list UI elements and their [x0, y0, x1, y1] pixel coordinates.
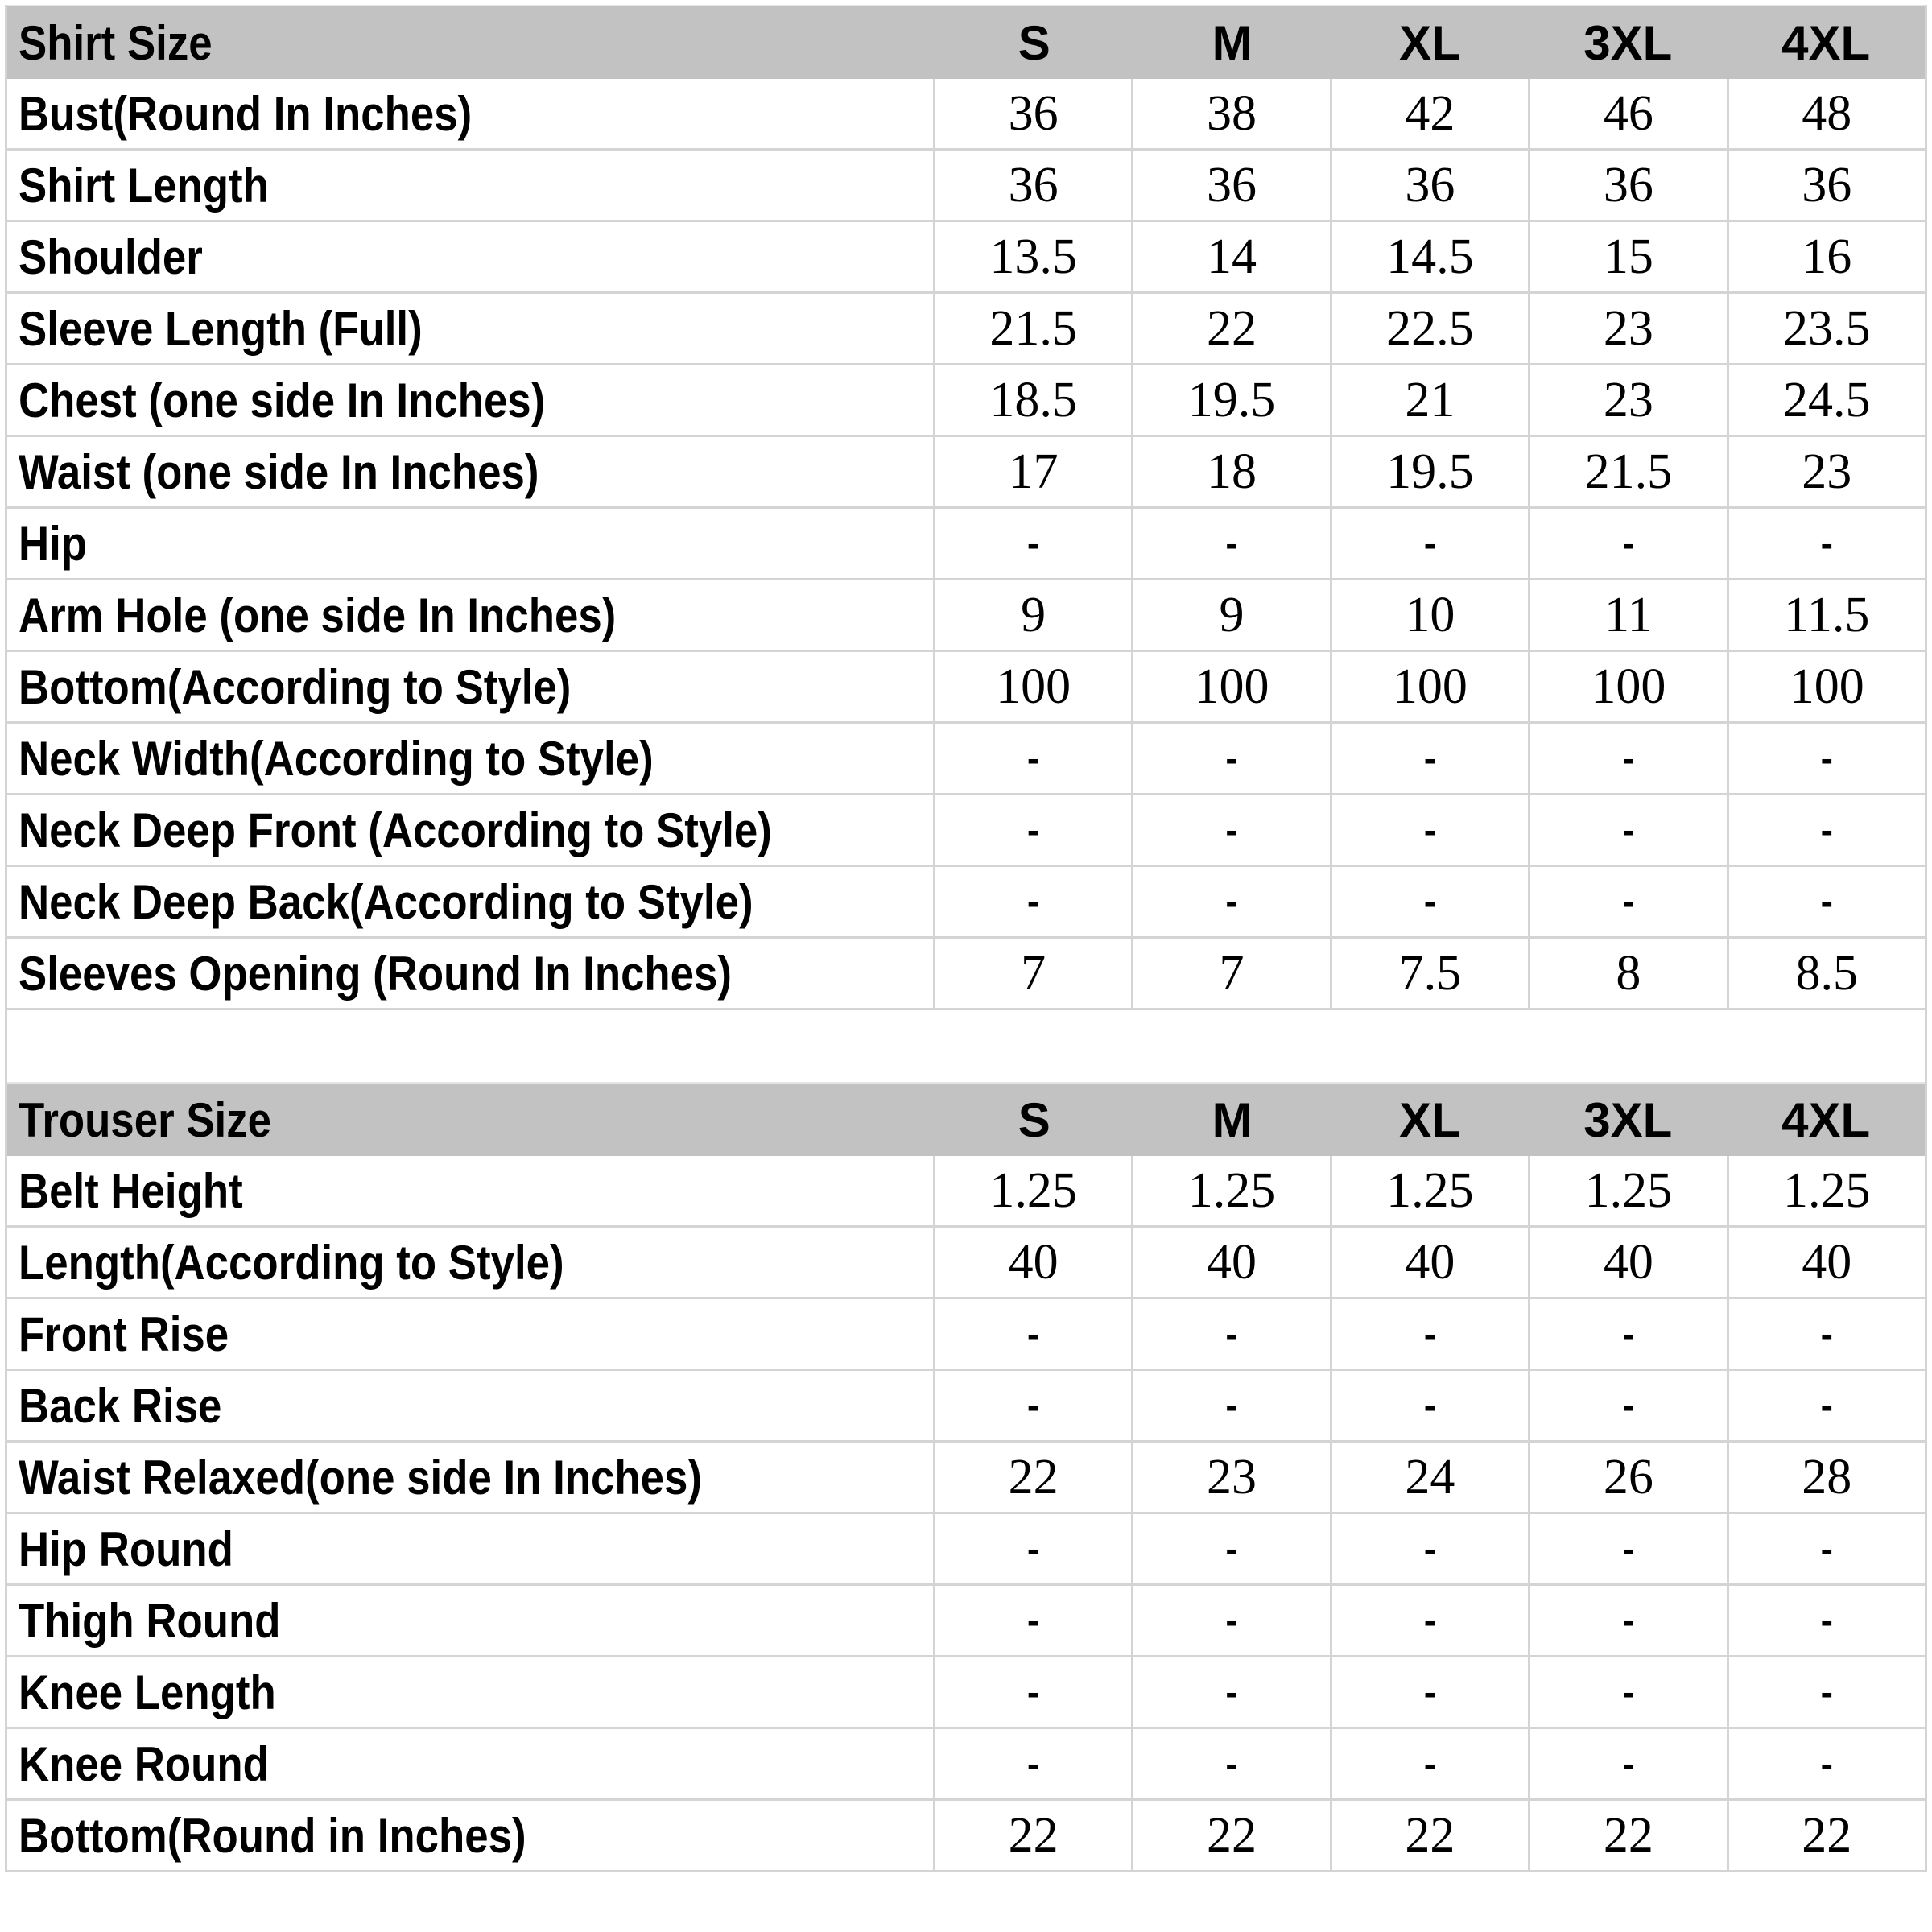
size-value-cell: 18.5 — [935, 365, 1133, 435]
size-value-cell: 22 — [1133, 1801, 1331, 1870]
size-value-cell: 24 — [1332, 1443, 1530, 1512]
size-value-cell: 7.5 — [1332, 939, 1530, 1008]
size-value-cell: 100 — [1530, 652, 1728, 721]
size-value-cell: 36 — [1802, 158, 1852, 213]
table-row — [7, 1657, 1925, 1729]
row-label — [7, 652, 935, 721]
row-label — [7, 1443, 935, 1512]
table-row — [7, 509, 1925, 580]
size-value-cell: 17 — [935, 437, 1133, 506]
row-label — [7, 79, 935, 148]
size-value-cell: 48 — [1802, 86, 1852, 141]
row-label — [7, 724, 935, 793]
table-row — [7, 222, 1925, 294]
size-value-cell: - — [935, 1729, 1133, 1798]
row-label — [7, 294, 935, 363]
size-value-cell: 36 — [935, 151, 1133, 220]
table-row — [7, 365, 1925, 437]
table-row — [7, 1371, 1925, 1443]
size-value-cell: 10 — [1332, 580, 1530, 650]
size-value-cell: 18 — [1133, 437, 1331, 506]
size-value-cell: - — [1530, 509, 1728, 578]
row-label-text: Bottom(Round in Inches) — [19, 1808, 526, 1863]
table-row — [7, 652, 1925, 724]
size-value-cell: 22 — [935, 1443, 1133, 1512]
row-label-text: Length(According to Style) — [19, 1235, 564, 1290]
size-value-cell: - — [1332, 1729, 1530, 1798]
size-value-cell: 11 — [1530, 580, 1728, 650]
row-label — [7, 939, 935, 1008]
size-value-cell: - — [1820, 737, 1833, 779]
row-label-text: Waist (one side In Inches) — [19, 444, 539, 499]
size-value-cell: 23.5 — [1783, 301, 1871, 356]
row-label-text: Knee Round — [19, 1736, 269, 1791]
row-label — [7, 365, 935, 435]
size-value-cell: 23 — [1133, 1443, 1331, 1512]
size-value-cell: - — [1820, 1743, 1833, 1785]
size-value-cell: - — [1133, 724, 1331, 793]
spacer-row — [5, 1010, 1927, 1082]
trouser-table-title-text: Trouser Size — [19, 1092, 271, 1147]
size-value-cell: - — [1133, 1657, 1331, 1727]
size-value-cell: - — [1332, 1514, 1530, 1583]
size-value-cell: 100 — [1789, 659, 1864, 714]
shirt-column-header-3xl: 3XL — [1583, 15, 1673, 70]
table-row — [7, 151, 1925, 222]
size-value-cell: - — [1530, 1657, 1728, 1727]
size-value-cell: 21 — [1332, 365, 1530, 435]
row-label — [7, 151, 935, 220]
size-value-cell: - — [1530, 795, 1728, 865]
size-value-cell: 22 — [935, 1801, 1133, 1870]
size-value-cell: 28 — [1802, 1450, 1852, 1505]
size-value-cell: 23 — [1530, 294, 1728, 363]
size-value-cell: - — [1820, 522, 1833, 564]
size-value-cell: 8.5 — [1795, 946, 1859, 1001]
row-label — [7, 1371, 935, 1440]
size-value-cell: - — [1133, 509, 1331, 578]
size-value-cell: 40 — [1332, 1228, 1530, 1297]
size-value-cell: 15 — [1530, 222, 1728, 291]
size-value-cell: 100 — [935, 652, 1133, 721]
shirt-column-header-xl: XL — [1399, 15, 1461, 70]
size-value-cell: - — [1332, 867, 1530, 936]
table-row — [7, 1514, 1925, 1586]
table-row — [7, 1299, 1925, 1371]
size-value-cell: 21.5 — [935, 294, 1133, 363]
row-label-text: Sleeves Opening (Round In Inches) — [19, 946, 733, 1001]
shirt-table-title-text: Shirt Size — [19, 15, 213, 70]
size-value-cell: 14.5 — [1332, 222, 1530, 291]
size-value-cell: 16 — [1802, 229, 1852, 284]
row-label — [7, 1228, 935, 1297]
size-value-cell: - — [935, 867, 1133, 936]
size-value-cell: 46 — [1530, 79, 1728, 148]
row-label — [7, 1657, 935, 1727]
size-value-cell: 14 — [1133, 222, 1331, 291]
size-value-cell: 38 — [1133, 79, 1331, 148]
size-value-cell: 24.5 — [1783, 373, 1871, 427]
size-value-cell: 36 — [935, 79, 1133, 148]
size-value-cell: - — [1820, 809, 1833, 851]
size-value-cell: 1.25 — [1530, 1156, 1728, 1225]
size-value-cell: 100 — [1133, 652, 1331, 721]
size-value-cell: - — [1820, 1385, 1833, 1426]
size-value-cell: - — [1332, 1299, 1530, 1368]
table-row — [7, 867, 1925, 939]
size-value-cell: 1.25 — [1332, 1156, 1530, 1225]
size-value-cell: 23 — [1530, 365, 1728, 435]
size-value-cell: 22 — [1133, 294, 1331, 363]
row-label-text: Thigh Round — [19, 1593, 281, 1648]
size-value-cell: 19.5 — [1133, 365, 1331, 435]
size-value-cell: 9 — [1133, 580, 1331, 650]
row-label — [7, 222, 935, 291]
size-value-cell: 42 — [1332, 79, 1530, 148]
row-label — [7, 1801, 935, 1870]
row-label-text: Bust(Round In Inches) — [19, 86, 473, 141]
size-value-cell: 40 — [1802, 1235, 1852, 1290]
table-row — [7, 724, 1925, 795]
table-row — [7, 1156, 1925, 1228]
size-value-cell: 23 — [1802, 444, 1852, 499]
table-row — [7, 1729, 1925, 1801]
table-row — [7, 1443, 1925, 1514]
size-value-cell: 21.5 — [1530, 437, 1728, 506]
size-value-cell: 1.25 — [1783, 1163, 1871, 1218]
row-label — [7, 1156, 935, 1225]
trouser-column-header-s: S — [1018, 1092, 1051, 1147]
size-value-cell: 22 — [1802, 1808, 1852, 1863]
size-value-cell: - — [1820, 881, 1833, 923]
shirt-table-body — [7, 79, 1925, 1010]
size-value-cell: - — [1820, 1528, 1833, 1570]
shirt-table-header-row — [7, 5, 1925, 79]
size-value-cell: - — [1530, 724, 1728, 793]
shirt-column-header-s: S — [1018, 15, 1051, 70]
size-value-cell: 100 — [1332, 652, 1530, 721]
size-value-cell: - — [1820, 1313, 1833, 1355]
size-value-cell: - — [935, 724, 1133, 793]
trouser-column-header-3xl: 3XL — [1583, 1092, 1673, 1147]
table-row — [7, 795, 1925, 867]
size-value-cell: 19.5 — [1332, 437, 1530, 506]
row-label — [7, 795, 935, 865]
table-row — [7, 580, 1925, 652]
row-label-text: Chest (one side In Inches) — [19, 373, 546, 427]
size-value-cell: 36 — [1133, 151, 1331, 220]
trouser-column-header-4xl: 4XL — [1781, 1092, 1871, 1147]
size-value-cell: - — [1133, 795, 1331, 865]
trouser-table-body — [7, 1156, 1925, 1872]
size-value-cell: - — [1133, 1586, 1331, 1655]
size-value-cell: - — [1820, 1671, 1833, 1713]
size-value-cell: - — [935, 1371, 1133, 1440]
size-value-cell: 40 — [935, 1228, 1133, 1297]
row-label-text: Neck Width(According to Style) — [19, 731, 654, 786]
trouser-table-title — [7, 1084, 935, 1156]
table-row — [7, 1586, 1925, 1657]
row-label-text: Neck Deep Back(According to Style) — [19, 874, 753, 929]
row-label-text: Shirt Length — [19, 158, 269, 213]
size-value-cell: 22.5 — [1332, 294, 1530, 363]
table-row — [7, 939, 1925, 1010]
row-label — [7, 1299, 935, 1368]
row-label-text: Knee Length — [19, 1665, 276, 1719]
size-value-cell: - — [1332, 1657, 1530, 1727]
table-row — [7, 1801, 1925, 1872]
size-value-cell: 22 — [1530, 1801, 1728, 1870]
size-value-cell: 40 — [1133, 1228, 1331, 1297]
size-value-cell: 1.25 — [1133, 1156, 1331, 1225]
size-value-cell: 7 — [935, 939, 1133, 1008]
row-label — [7, 1514, 935, 1583]
row-label — [7, 1729, 935, 1798]
size-value-cell: - — [1133, 867, 1331, 936]
trouser-table-header-row — [7, 1082, 1925, 1156]
size-value-cell: 9 — [935, 580, 1133, 650]
row-label — [7, 580, 935, 650]
size-value-cell: - — [1133, 1371, 1331, 1440]
size-value-cell: 1.25 — [935, 1156, 1133, 1225]
size-value-cell: - — [935, 795, 1133, 865]
size-value-cell: 26 — [1530, 1443, 1728, 1512]
size-value-cell: - — [935, 1299, 1133, 1368]
size-value-cell: 7 — [1133, 939, 1331, 1008]
row-label-text: Shoulder — [19, 229, 203, 284]
row-label — [7, 509, 935, 578]
size-value-cell: - — [935, 1657, 1133, 1727]
size-value-cell: - — [1530, 1586, 1728, 1655]
size-value-cell: - — [935, 1514, 1133, 1583]
row-label-text: Belt Height — [19, 1163, 243, 1218]
size-value-cell: 36 — [1332, 151, 1530, 220]
shirt-table-title — [7, 6, 935, 79]
shirt-size-table — [5, 5, 1927, 1010]
row-label-text: Back Rise — [19, 1378, 222, 1433]
table-row — [7, 294, 1925, 365]
size-value-cell: - — [1820, 1600, 1833, 1641]
row-label-text: Sleeve Length (Full) — [19, 301, 423, 356]
row-label-text: Waist Relaxed(one side In Inches) — [19, 1450, 702, 1505]
row-label-text: Front Rise — [19, 1307, 229, 1361]
row-label — [7, 1586, 935, 1655]
row-label — [7, 867, 935, 936]
size-value-cell: 36 — [1530, 151, 1728, 220]
shirt-column-header-m: M — [1212, 15, 1253, 70]
size-value-cell: - — [1133, 1729, 1331, 1798]
table-row — [7, 437, 1925, 509]
row-label — [7, 437, 935, 506]
size-value-cell: 13.5 — [935, 222, 1133, 291]
trouser-size-table — [5, 1082, 1927, 1872]
size-value-cell: - — [1332, 795, 1530, 865]
table-row — [7, 79, 1925, 151]
size-value-cell: - — [1530, 1371, 1728, 1440]
size-value-cell: - — [1332, 509, 1530, 578]
size-value-cell: 11.5 — [1784, 588, 1870, 642]
size-value-cell: - — [1332, 1371, 1530, 1440]
row-label-text: Hip — [19, 516, 88, 571]
size-value-cell: 40 — [1530, 1228, 1728, 1297]
shirt-column-header-4xl: 4XL — [1781, 15, 1871, 70]
size-value-cell: - — [1530, 867, 1728, 936]
size-value-cell: - — [1332, 724, 1530, 793]
trouser-column-header-xl: XL — [1399, 1092, 1461, 1147]
size-value-cell: - — [1530, 1299, 1728, 1368]
row-label-text: Neck Deep Front (According to Style) — [19, 803, 772, 857]
row-label-text: Bottom(According to Style) — [19, 659, 572, 714]
size-value-cell: - — [1133, 1514, 1331, 1583]
size-value-cell: - — [1332, 1586, 1530, 1655]
size-value-cell: 22 — [1332, 1801, 1530, 1870]
size-value-cell: - — [1530, 1514, 1728, 1583]
table-row — [7, 1228, 1925, 1299]
size-value-cell: - — [935, 1586, 1133, 1655]
row-label-text: Hip Round — [19, 1521, 233, 1576]
trouser-column-header-m: M — [1212, 1092, 1253, 1147]
size-value-cell: - — [1530, 1729, 1728, 1798]
size-value-cell: - — [1133, 1299, 1331, 1368]
size-value-cell: 8 — [1530, 939, 1728, 1008]
size-value-cell: - — [935, 509, 1133, 578]
row-label-text: Arm Hole (one side In Inches) — [19, 588, 617, 642]
